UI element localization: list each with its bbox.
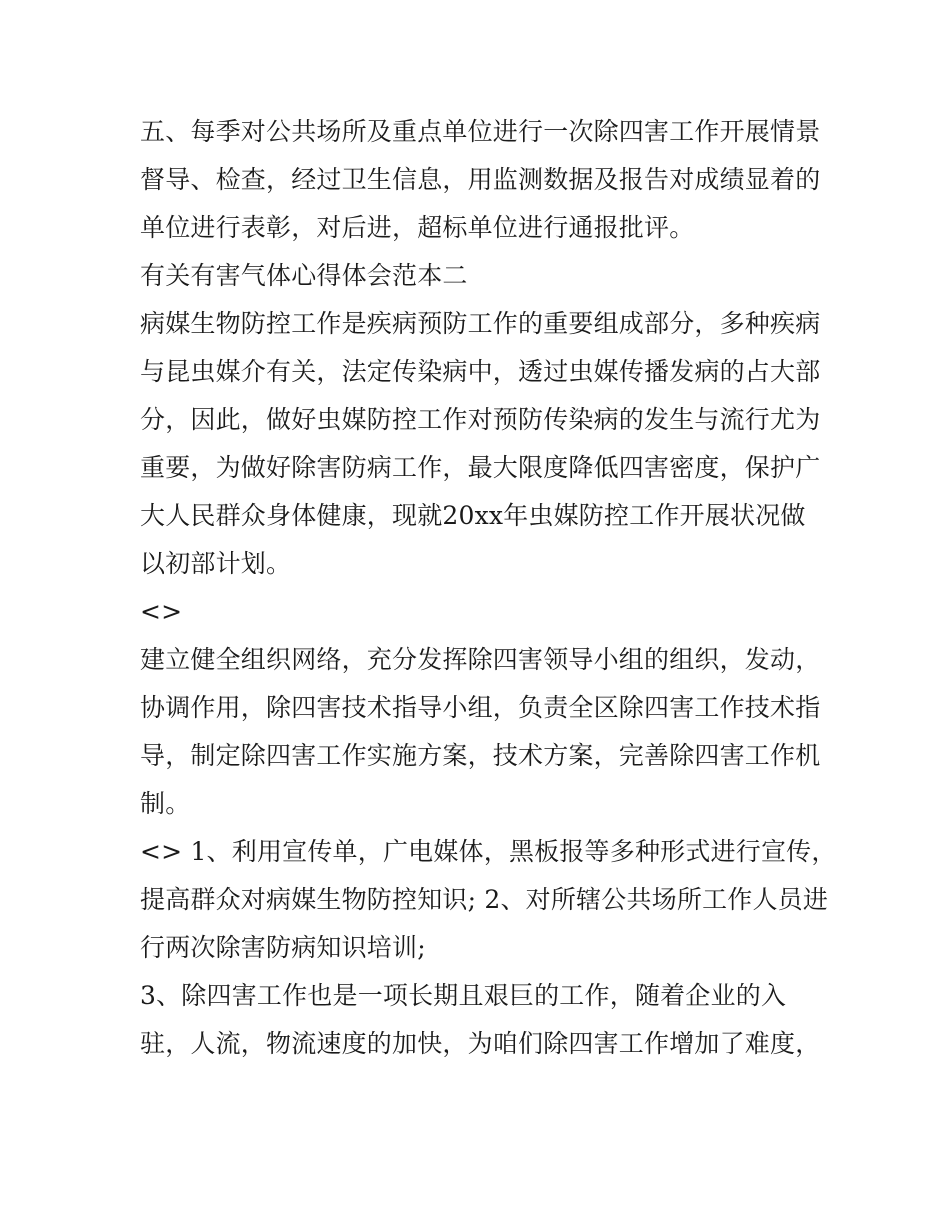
text-line: 3、除四害工作也是一项长期且艰巨的工作，随着企业的入: [140, 981, 787, 1010]
document-body: [140, 108, 837, 1068]
text-line: 制。: [140, 789, 191, 818]
section-heading: 有关有害气体心得体会范本二: [140, 261, 468, 290]
text-line: 重要，为做好除害防病工作，最大限度降低四害密度，保护广: [140, 453, 821, 482]
text-line: 督导、检查，经过卫生信息，用监测数据及报告对成绩显着的: [140, 165, 821, 194]
text-line: <> 1、利用宣传单，广电媒体，黑板报等多种形式进行宣传，: [140, 837, 837, 866]
text-line: 驻，人流，物流速度的加快，为咱们除四害工作增加了难度，: [140, 1029, 821, 1058]
text-line: 协调作用，除四害技术指导小组，负责全区除四害工作技术指: [140, 693, 821, 722]
placeholder-marker: <>: [140, 597, 183, 626]
text-line: 行两次除害防病知识培训;: [140, 933, 426, 962]
text-line: 与昆虫媒介有关，法定传染病中，透过虫媒传播发病的占大部: [140, 357, 821, 386]
text-line: 病媒生物防控工作是疾病预防工作的重要组成部分，多种疾病: [140, 309, 821, 338]
text-line: 大人民群众身体健康，现就20xx年虫媒防控工作开展状况做: [140, 501, 806, 530]
text-line: 导，制定除四害工作实施方案，技术方案，完善除四害工作机: [140, 741, 821, 770]
text-line: 提高群众对病媒生物防控知识; 2、对所辖公共场所工作人员进: [140, 885, 829, 914]
text-line: 分，因此，做好虫媒防控工作对预防传染病的发生与流行尤为: [140, 405, 821, 434]
text-line: 建立健全组织网络，充分发挥除四害领导小组的组织，发动，: [140, 645, 821, 674]
text-line: 以初部计划。: [140, 549, 292, 578]
text-line: 单位进行表彰，对后进，超标单位进行通报批评。: [140, 213, 695, 242]
text-line: 五、每季对公共场所及重点单位进行一次除四害工作开展情景: [140, 117, 821, 146]
